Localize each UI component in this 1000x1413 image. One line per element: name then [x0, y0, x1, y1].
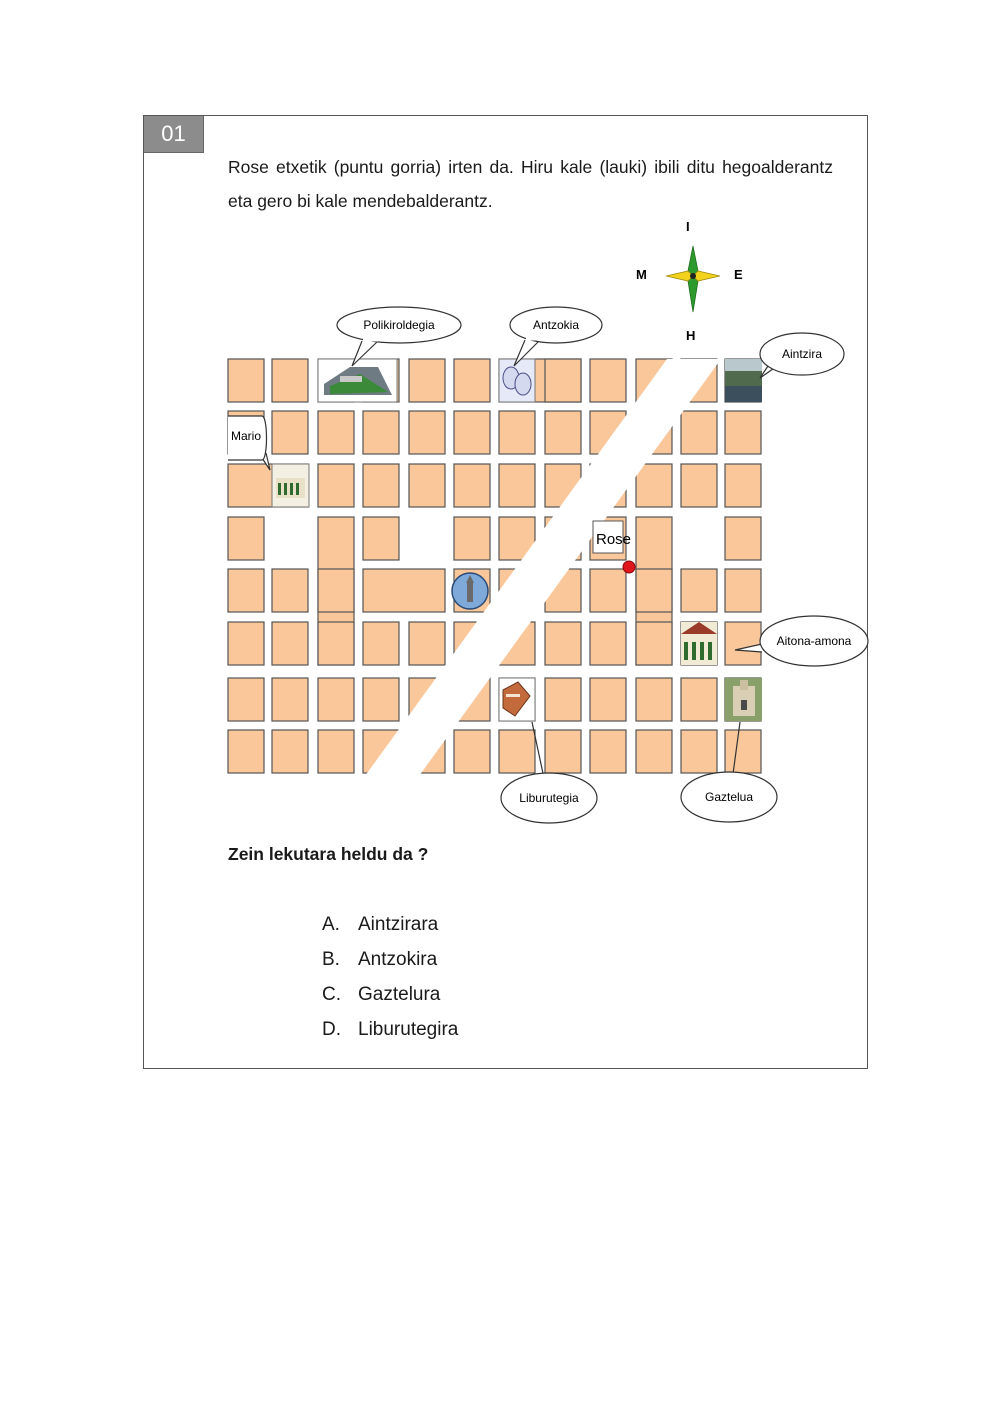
sports-center-callout — [337, 307, 461, 366]
street-block — [228, 569, 264, 612]
street-block — [590, 359, 626, 402]
street-block — [454, 730, 490, 773]
street-block — [409, 359, 445, 402]
street-block — [363, 678, 399, 721]
street-block — [681, 411, 717, 454]
street-block — [363, 569, 445, 612]
compass-west-label: M — [636, 267, 647, 282]
street-block — [318, 569, 354, 612]
option-d[interactable]: D. Liburutegira — [322, 1019, 459, 1040]
street-block — [636, 678, 672, 721]
street-block — [228, 517, 264, 560]
street-block — [590, 678, 626, 721]
street-block — [272, 730, 308, 773]
street-blocks — [228, 359, 761, 773]
question-prompt: Zein lekutara heldu da ? — [228, 844, 429, 864]
grandparents-label: Aitona-amona — [776, 634, 852, 648]
compass-east-label: E — [734, 267, 743, 282]
street-block — [725, 517, 761, 560]
street-block — [681, 730, 717, 773]
street-block — [409, 411, 445, 454]
compass-rose-icon — [666, 246, 720, 312]
lake-label: Aintzira — [781, 347, 823, 361]
street-block — [363, 622, 399, 665]
street-block — [681, 678, 717, 721]
house-icon — [272, 464, 309, 507]
compass-south-label: H — [686, 328, 696, 343]
street-block — [228, 678, 264, 721]
theater-callout — [510, 307, 602, 366]
street-block — [228, 730, 264, 773]
street-block — [545, 678, 581, 721]
street-block — [499, 730, 535, 773]
street-block — [318, 678, 354, 721]
street-block — [318, 730, 354, 773]
street-block — [454, 411, 490, 454]
street-block — [545, 730, 581, 773]
street-block — [545, 359, 581, 402]
street-block — [590, 569, 626, 612]
street-block — [318, 622, 354, 665]
option-c[interactable]: C. Gaztelura — [322, 984, 441, 1005]
street-block — [272, 359, 308, 402]
street-block — [636, 569, 672, 612]
street-block — [318, 411, 354, 454]
street-block — [454, 517, 490, 560]
castle-label: Gaztelua — [704, 790, 754, 804]
library-icon — [499, 678, 535, 721]
street-block — [409, 622, 445, 665]
street-block — [228, 622, 264, 665]
street-block — [272, 622, 308, 665]
street-block — [725, 730, 761, 773]
street-block — [363, 411, 399, 454]
street-block — [363, 464, 399, 507]
street-block — [636, 622, 672, 665]
street-block — [545, 411, 581, 454]
street-block — [636, 730, 672, 773]
street-block — [409, 464, 445, 507]
street-block — [636, 464, 672, 507]
street-block — [725, 569, 761, 612]
rose-label: Rose — [596, 531, 632, 548]
street-block — [545, 622, 581, 665]
library-label: Liburutegia — [519, 791, 579, 805]
street-block — [454, 359, 490, 402]
street-block — [725, 464, 761, 507]
street-block — [725, 622, 761, 665]
grandparents-house-icon — [681, 622, 717, 665]
street-block — [681, 464, 717, 507]
option-a[interactable]: A. Aintzirara — [322, 914, 439, 935]
church-icon — [452, 573, 488, 609]
street-block — [228, 359, 264, 402]
lake-icon — [725, 359, 762, 402]
street-block — [454, 464, 490, 507]
street-block — [725, 411, 761, 454]
theater-label: Antzokia — [532, 318, 580, 332]
street-block — [499, 464, 535, 507]
mario-label: Mario — [231, 429, 262, 443]
street-block — [272, 569, 308, 612]
castle-icon — [725, 678, 762, 721]
option-b[interactable]: B. Antzokira — [322, 949, 438, 970]
street-block — [499, 411, 535, 454]
question-intro: Rose etxetik (puntu gorria) irten da. Hiru kale (lauki) ibili ditu hegoalderantz eta gero bi kale mendebalderantz. — [228, 157, 833, 211]
question-number: 01 — [144, 116, 204, 153]
sports-center-icon — [318, 359, 397, 402]
compass-north-label: I — [686, 219, 690, 234]
mario-callout — [228, 416, 270, 470]
street-block — [272, 678, 308, 721]
street-block — [363, 517, 399, 560]
theater-masks-icon — [499, 359, 535, 402]
street-block — [590, 730, 626, 773]
street-block — [681, 569, 717, 612]
sports-center-label: Polikiroldegia — [363, 318, 435, 332]
street-block — [590, 622, 626, 665]
street-block — [272, 411, 308, 454]
street-block — [318, 464, 354, 507]
